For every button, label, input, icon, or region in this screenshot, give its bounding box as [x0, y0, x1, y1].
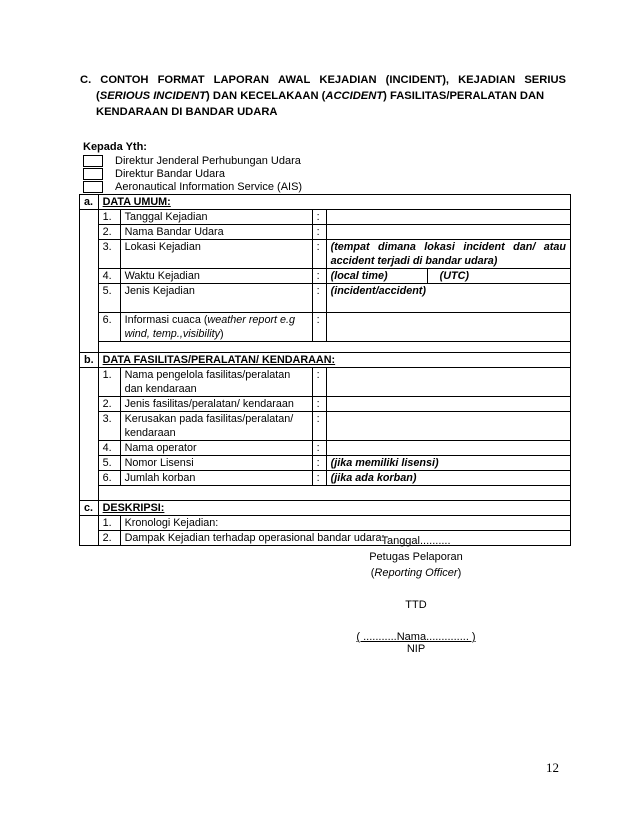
recipient-item[interactable]: [83, 154, 301, 168]
row-label: Nomor Lisensi: [120, 456, 312, 471]
row-number: 1.: [98, 368, 120, 397]
recipient-item[interactable]: [83, 167, 225, 181]
section-title-line-1: [80, 72, 566, 88]
checkbox[interactable]: [83, 168, 103, 180]
row-colon: :: [312, 313, 326, 342]
title-italic-term: SERIOUS INCIDENT: [99, 90, 207, 102]
checkbox[interactable]: [83, 155, 103, 167]
table-row: [80, 240, 571, 269]
recipient-label: Direktur Bandar Udara: [115, 168, 226, 180]
page-number: 12: [546, 760, 559, 775]
row-number: 4.: [98, 441, 120, 456]
row-number: 3.: [98, 412, 120, 441]
row-number: 6.: [98, 471, 120, 486]
row-label: Kerusakan pada fasilitas/peralatan/ kendaraan: [120, 412, 312, 441]
row-label: [120, 313, 312, 342]
row-value-field[interactable]: [326, 441, 570, 456]
row-number: 2.: [98, 225, 120, 240]
row-number: 1.: [98, 516, 120, 531]
time-value-field[interactable]: [326, 269, 570, 284]
row-colon: :: [312, 284, 326, 313]
paren: (: [370, 567, 375, 579]
section-heading: DATA UMUM:: [98, 195, 570, 210]
row-colon: :: [312, 269, 326, 284]
row-colon: :: [312, 368, 326, 397]
title-paren: (: [96, 90, 100, 102]
section-spacer: [80, 210, 99, 353]
section-spacer: [80, 516, 99, 546]
row-value-field[interactable]: (jika memiliki lisensi): [326, 456, 570, 471]
section-heading: DATA FASILITAS/PERALATAN/ KENDARAAN:: [98, 353, 570, 368]
row-number: 6.: [98, 313, 120, 342]
table-row: [80, 269, 571, 284]
label-italic-text: weather report e.g wind, temp.,visibility: [124, 314, 296, 340]
table-row: [80, 397, 571, 412]
section-b-header: [80, 353, 571, 368]
recipient-item[interactable]: [83, 180, 302, 194]
table-row: [80, 456, 571, 471]
row-value-field[interactable]: [326, 368, 570, 397]
title-word: (INCIDENT),: [385, 74, 450, 86]
table-row: [80, 368, 571, 397]
section-spacer: [80, 368, 99, 501]
report-form-table: [79, 194, 571, 546]
row-value-field[interactable]: (incident/accident): [326, 284, 570, 313]
title-word: FORMAT: [157, 74, 205, 86]
section-letter: b.: [80, 353, 99, 368]
row-label: Nama pengelola fasilitas/peralatan dan kendaraan: [120, 368, 312, 397]
row-value-field[interactable]: [326, 225, 570, 240]
utc-time-value[interactable]: (UTC): [439, 270, 469, 282]
row-label: Jumlah korban: [120, 471, 312, 486]
row-value-field[interactable]: (tempat dimana lokasi incident dan/ atau accident terjadi di bandar udara): [326, 240, 570, 269]
row-colon: :: [312, 471, 326, 486]
row-colon: :: [312, 412, 326, 441]
table-row-blank: [80, 342, 571, 353]
table-row: [80, 284, 571, 313]
row-label: Tanggal Kejadian: [120, 210, 312, 225]
section-letter: a.: [80, 195, 99, 210]
table-row: [80, 441, 571, 456]
table-row: [80, 210, 571, 225]
signature-role-en: [330, 567, 502, 579]
row-number: 4.: [98, 269, 120, 284]
row-value-field[interactable]: [326, 210, 570, 225]
checkbox[interactable]: [83, 181, 103, 193]
table-row-blank: [80, 486, 571, 501]
title-text: ) DAN KECELAKAAN (: [206, 90, 326, 102]
row-value-field[interactable]: (jika ada korban): [326, 471, 570, 486]
title-word: KEJADIAN: [458, 74, 516, 86]
recipient-label: Aeronautical Information Service (AIS): [115, 181, 303, 193]
section-title-line-2: [80, 88, 566, 104]
row-label: Jenis fasilitas/peralatan/ kendaraan: [120, 397, 312, 412]
title-word: AWAL: [278, 74, 311, 86]
signature-ttd: TTD: [405, 599, 427, 611]
local-time-value[interactable]: (local time): [327, 269, 428, 283]
row-label: Jenis Kejadian: [120, 284, 312, 313]
row-value-field[interactable]: [326, 313, 570, 342]
row-number: 1.: [98, 210, 120, 225]
row-label: Nama operator: [120, 441, 312, 456]
row-colon: :: [312, 397, 326, 412]
row-number: 2.: [98, 531, 120, 546]
row-colon: :: [312, 441, 326, 456]
blank-cell: [98, 342, 570, 353]
table-row: [80, 225, 571, 240]
title-italic-term: ACCIDENT: [325, 90, 384, 102]
signature-role: Petugas Pelaporan: [369, 551, 463, 563]
table-row: [80, 313, 571, 342]
title-word: C.: [80, 74, 92, 86]
blank-cell: [98, 486, 570, 501]
title-text: ) FASILITAS/PERALATAN DAN: [383, 90, 545, 102]
recipient-label: Direktur Jenderal Perhubungan Udara: [115, 155, 301, 167]
row-label[interactable]: Dampak Kejadian terhadap operasional bandar udara:: [120, 531, 570, 546]
row-label: Waktu Kejadian: [120, 269, 312, 284]
section-a-header: [80, 195, 571, 210]
row-number: 5.: [98, 284, 120, 313]
section-letter: c.: [80, 501, 99, 516]
section-c-header: [80, 501, 571, 516]
recipients-heading: Kepada Yth:: [83, 141, 147, 153]
label-text: ): [220, 328, 224, 340]
title-segment: [96, 88, 544, 104]
row-label: Lokasi Kejadian: [120, 240, 312, 269]
label-text: Informasi cuaca (: [124, 314, 208, 326]
signature-name: ( ...........Nama.............. ): [356, 631, 476, 643]
row-colon: :: [312, 456, 326, 471]
title-word: CONTOH: [100, 74, 149, 86]
row-number: 3.: [98, 240, 120, 269]
role-en-text: Reporting Officer: [374, 567, 458, 579]
row-value-field[interactable]: [326, 397, 570, 412]
table-row: [80, 516, 571, 531]
section-title: [80, 72, 566, 120]
signature-nip: NIP: [406, 643, 426, 655]
title-word: LAPORAN: [213, 74, 269, 86]
table-row: [80, 471, 571, 486]
row-colon: :: [312, 225, 326, 240]
row-colon: :: [312, 210, 326, 225]
title-word: SERIUS: [524, 74, 566, 86]
section-heading: DESKRIPSI:: [98, 501, 570, 516]
title-word: KEJADIAN: [319, 74, 377, 86]
row-value-field[interactable]: [326, 412, 570, 441]
row-colon: :: [312, 240, 326, 269]
row-number: 5.: [98, 456, 120, 471]
row-number: 2.: [98, 397, 120, 412]
row-label[interactable]: Kronologi Kejadian:: [120, 516, 570, 531]
row-label: Nama Bandar Udara: [120, 225, 312, 240]
section-title-line-3: KENDARAAN DI BANDAR UDARA: [96, 106, 278, 118]
signature-date: Tanggal..........: [381, 535, 451, 547]
table-row: [80, 412, 571, 441]
paren: ): [457, 567, 462, 579]
